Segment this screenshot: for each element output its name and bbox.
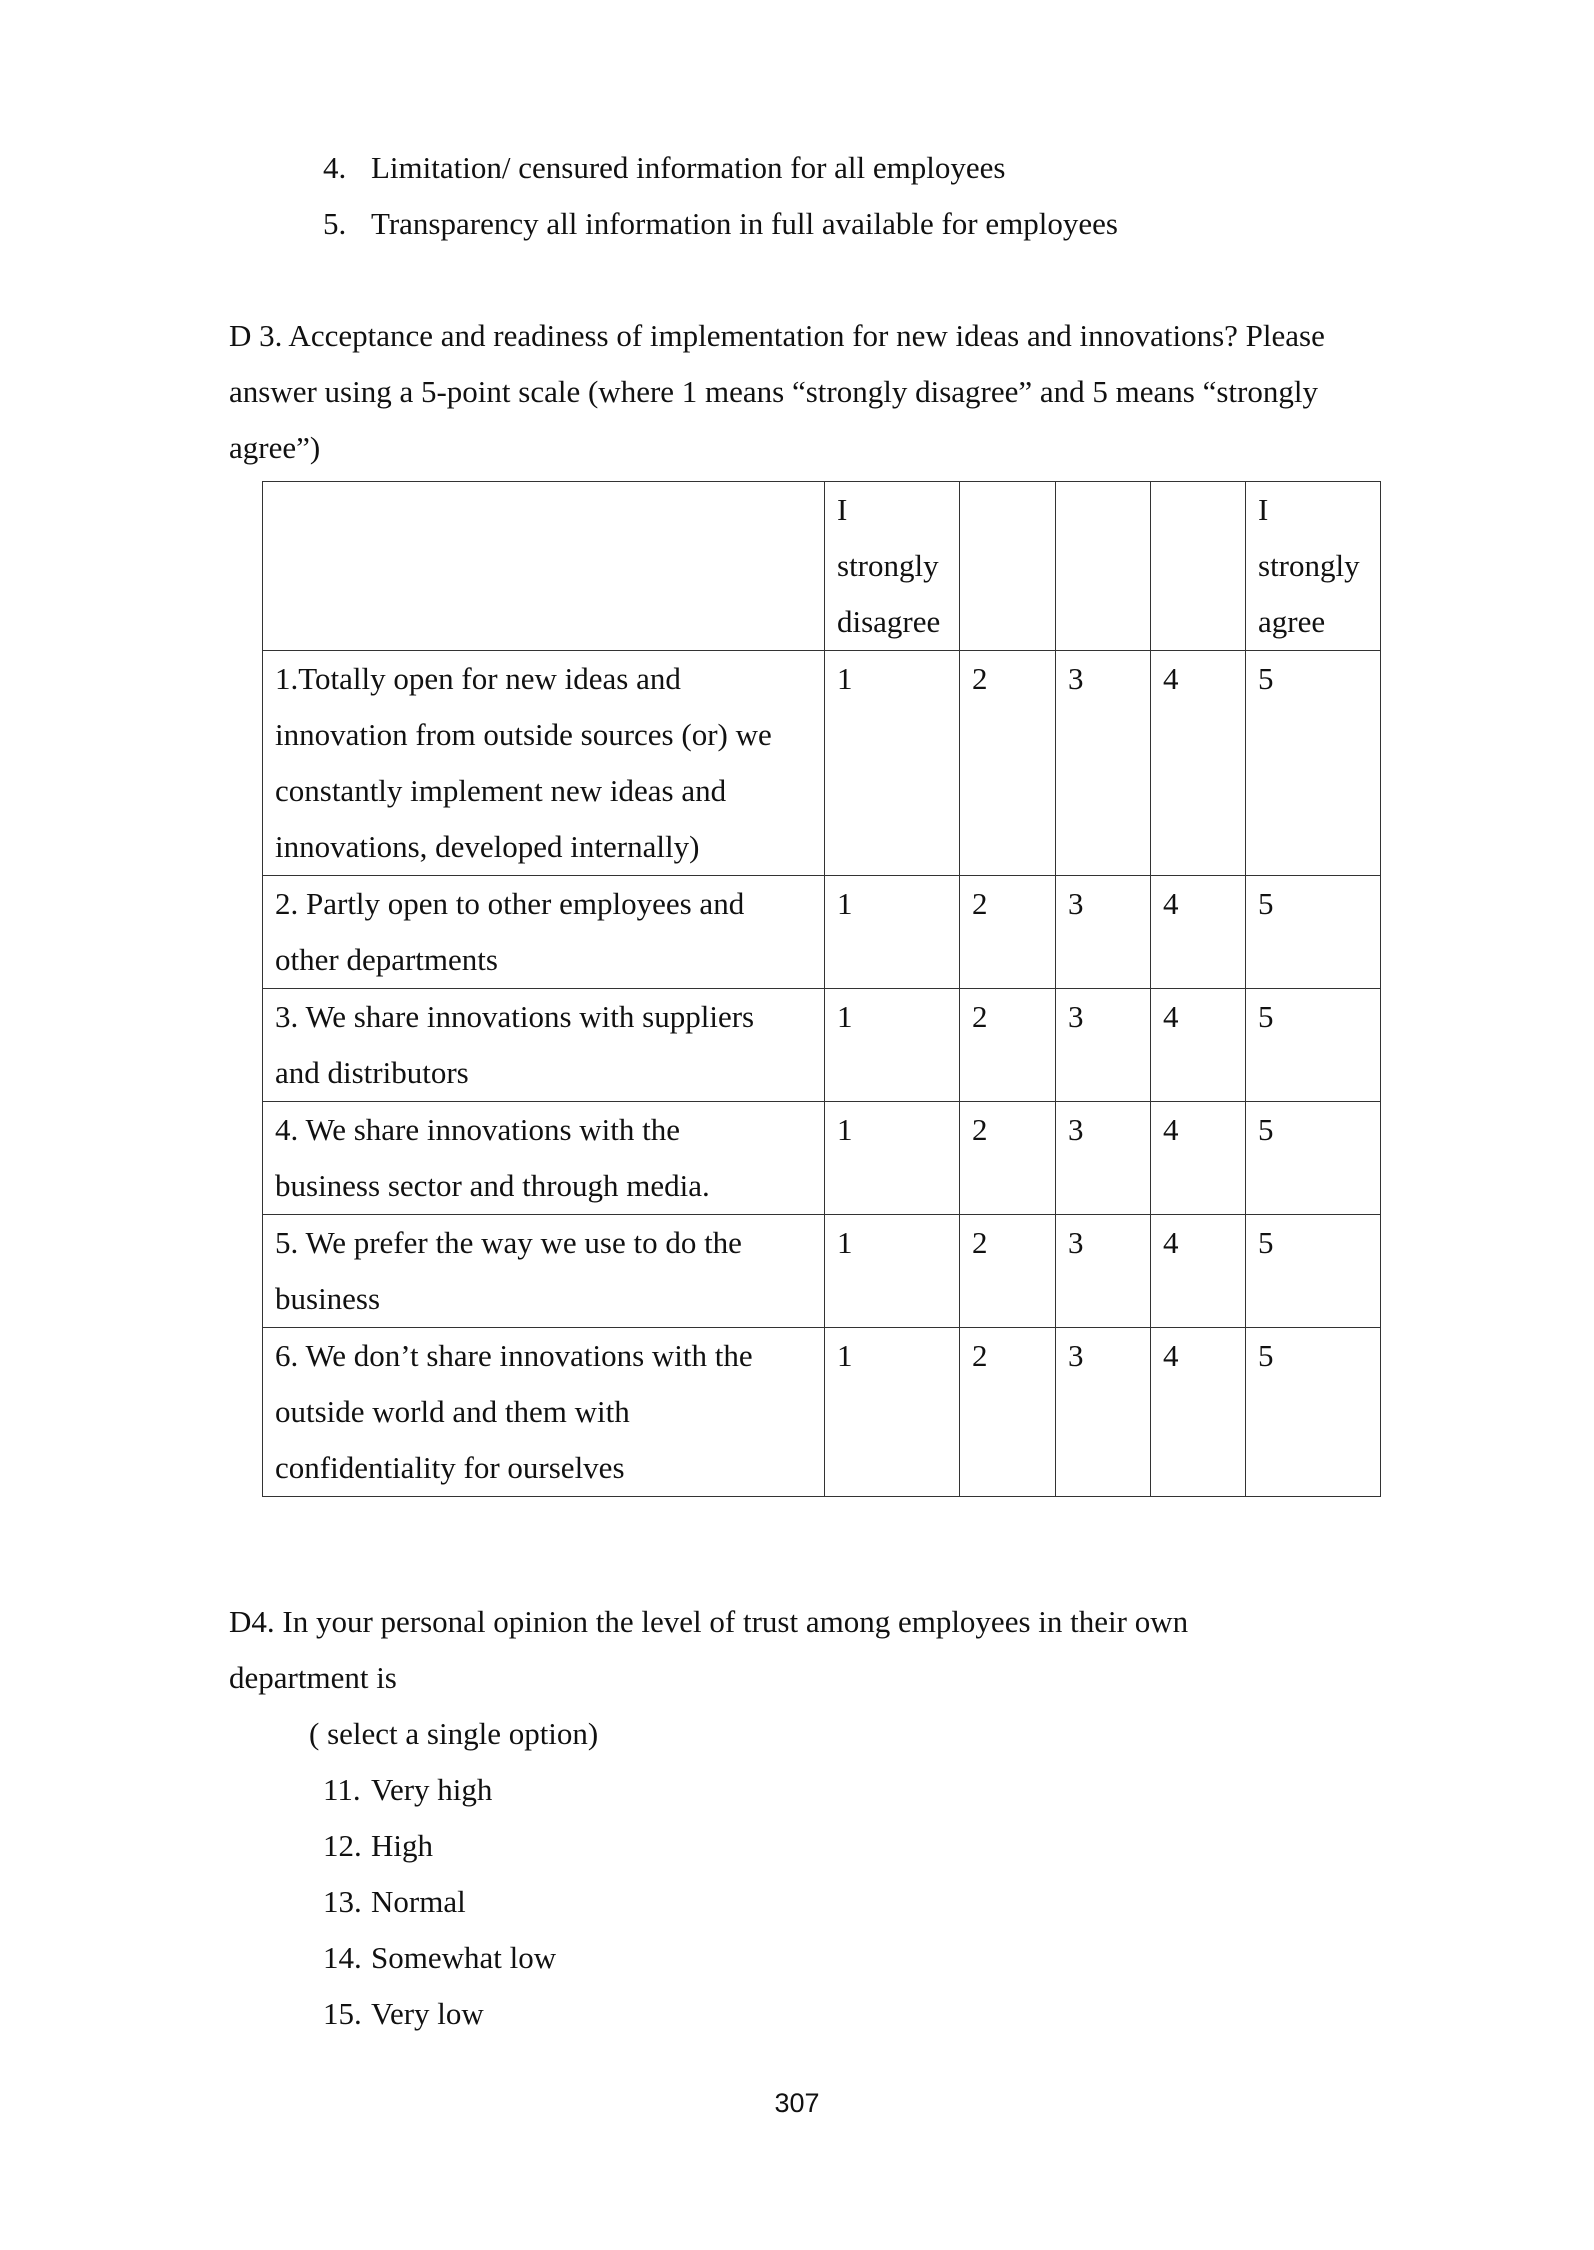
scale-option-4[interactable]: 4 [1151,1328,1246,1497]
rating-scale-table [262,481,1381,1497]
scale-option-2[interactable]: 2 [960,651,1056,876]
option-number: 13. [323,1884,362,1919]
row-statement: 5. We prefer the way we use to do the business [263,1215,825,1328]
table-header-row [263,482,1381,651]
option-number: 15. [323,1996,362,2031]
d4-question-line: department is [229,1660,397,1695]
header-empty-cell [1056,482,1151,651]
scale-option-1[interactable]: 1 [825,1215,960,1328]
list-item [323,148,1005,188]
scale-option-5[interactable]: 5 [1246,989,1381,1102]
scale-option-2[interactable]: 2 [960,1102,1056,1215]
d3-question-line: agree”) [229,430,321,465]
d3-question-line: answer using a 5-point scale (where 1 means “strongly disagree” and 5 means “strongly [229,374,1318,409]
d3-question-line: D 3. Acceptance and readiness of implementation for new ideas and innovations? Please [229,318,1325,353]
header-empty-cell [1151,482,1246,651]
option-text: Somewhat low [371,1940,557,1975]
list-item [323,204,1118,244]
scale-option-5[interactable]: 5 [1246,1102,1381,1215]
option-text: Very high [371,1772,493,1807]
scale-option-5[interactable]: 5 [1246,1328,1381,1497]
option-item[interactable] [323,1938,556,1978]
row-statement: 2. Partly open to other employees and other departments [263,876,825,989]
list-item-text: Transparency all information in full available for employees [371,206,1118,241]
table-row [263,989,1381,1102]
scale-option-4[interactable]: 4 [1151,876,1246,989]
header-empty-cell [960,482,1056,651]
list-item-text: Limitation/ censured information for all employees [371,150,1006,185]
row-statement: 4. We share innovations with the business sector and through media. [263,1102,825,1215]
list-item-number: 5. [323,206,347,241]
scale-option-2[interactable]: 2 [960,989,1056,1102]
d4-instruction: ( select a single option) [309,1716,599,1751]
scale-option-5[interactable]: 5 [1246,651,1381,876]
table-row [263,1102,1381,1215]
scale-option-4[interactable]: 4 [1151,989,1246,1102]
table-row [263,651,1381,876]
scale-option-3[interactable]: 3 [1056,876,1151,989]
scale-option-1[interactable]: 1 [825,876,960,989]
row-statement: 6. We don’t share innovations with the outside world and them with confidentiality for ourselves [263,1328,825,1497]
table-row [263,1328,1381,1497]
scale-option-1[interactable]: 1 [825,651,960,876]
option-number: 14. [323,1940,362,1975]
option-number: 12. [323,1828,362,1863]
scale-option-3[interactable]: 3 [1056,989,1151,1102]
table-row [263,1215,1381,1328]
option-item[interactable] [323,1826,433,1866]
row-statement: 3. We share innovations with suppliers and distributors [263,989,825,1102]
scale-option-2[interactable]: 2 [960,1215,1056,1328]
scale-option-4[interactable]: 4 [1151,651,1246,876]
row-statement: 1.Totally open for new ideas and innovation from outside sources (or) we constantly implement new ideas and innovations, developed internally) [263,651,825,876]
header-strongly-agree: I strongly agree [1246,482,1381,651]
option-number: 11. [323,1772,361,1807]
table-row [263,876,1381,989]
scale-option-1[interactable]: 1 [825,989,960,1102]
scale-option-5[interactable]: 5 [1246,876,1381,989]
option-text: Normal [371,1884,466,1919]
scale-option-2[interactable]: 2 [960,1328,1056,1497]
scale-option-3[interactable]: 3 [1056,651,1151,876]
scale-option-3[interactable]: 3 [1056,1215,1151,1328]
scale-option-3[interactable]: 3 [1056,1328,1151,1497]
scale-option-4[interactable]: 4 [1151,1102,1246,1215]
scale-option-5[interactable]: 5 [1246,1215,1381,1328]
option-item[interactable] [323,1994,484,2034]
option-text: High [371,1828,433,1863]
header-empty-cell [263,482,825,651]
scale-option-2[interactable]: 2 [960,876,1056,989]
header-strongly-disagree: I strongly disagree [825,482,960,651]
d4-question-line: D4. In your personal opinion the level of trust among employees in their own [229,1604,1189,1639]
option-item[interactable] [323,1882,466,1922]
list-item-number: 4. [323,150,347,185]
scale-option-1[interactable]: 1 [825,1102,960,1215]
page-number: 307 [774,2088,820,2118]
scale-option-1[interactable]: 1 [825,1328,960,1497]
scale-option-3[interactable]: 3 [1056,1102,1151,1215]
scale-option-4[interactable]: 4 [1151,1215,1246,1328]
option-text: Very low [371,1996,484,2031]
option-item[interactable] [323,1770,492,1810]
